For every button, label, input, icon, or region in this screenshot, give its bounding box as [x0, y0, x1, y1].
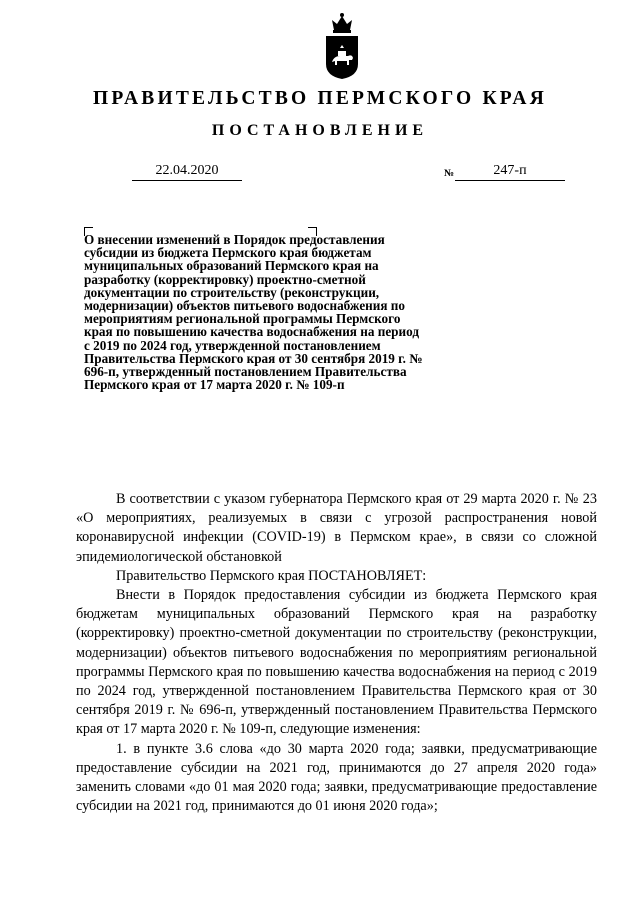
coat-of-arms-emblem	[322, 12, 362, 80]
body-paragraph-item-1: 1. в пункте 3.6 слова «до 30 марта 2020 года; заявки, предусматривающие предоставление субсидии на 2021 год, принимаются до 27 апреля 2020 года» заменить словами «до 01 мая 2020 года; заявки, предусматривающие предоставление субсидии на 2021 год, принимаются до 01 июня 2020 года»;	[76, 740, 597, 815]
document-type: ПОСТАНОВЛЕНИЕ	[211, 122, 429, 139]
document-subject: О внесении изменений в Порядок предоставления субсидии из бюджета Пермского края бюджетам муниципальных образований Пермского края на разработку (корректировку) проектно-сметной документации по строительству (реконструкции, модернизации) объектов питьевого водоснабжения по мероприятиям региональной программы Пермского края по повышению качества водоснабжения на период с 2019 по 2024 год, утвержденной постановлением Правительства Пермского края от 30 сентября 2019 г. № 696-п, утвержденный постановлением Правительства Пермского края от 17 марта 2020 г. № 109-п	[84, 232, 423, 393]
document-date: 22.04.2020	[132, 162, 242, 181]
document-number: 247-п	[455, 162, 565, 181]
government-title: ПРАВИТЕЛЬСТВО ПЕРМСКОГО КРАЯ	[93, 88, 547, 109]
body-paragraph-preamble: В соответствии с указом губернатора Пермского края от 29 марта 2020 г. № 23 «О мероприятиях, реализуемых в связи с угрозой распространения новой коронавирусной инфекции (COVID-19) в Пермском крае», в связи со сложной эпидемиологической обстановкой	[76, 491, 597, 565]
document-body	[76, 490, 597, 816]
body-paragraph-resolves: Правительство Пермского края ПОСТАНОВЛЯЕТ:	[116, 567, 427, 584]
body-paragraph-amendment: Внести в Порядок предоставления субсидии из бюджета Пермского края бюджетам муниципальных образований Пермского края на разработку (корректировку) проектно-сметной документации по строительству (реконструкции, модернизации) объектов питьевого водоснабжения по мероприятиям региональной программы Пермского края по повышению качества водоснабжения на период с 2019 по 2024 год, утвержденной постановлением Правительства Пермского края от 30 сентября 2019 г. № 696-п, утвержденный постановлением Правительства Пермского края от 17 марта 2020 г. № 109-п, следующие изменения:	[76, 587, 597, 738]
number-label: №	[444, 168, 455, 179]
